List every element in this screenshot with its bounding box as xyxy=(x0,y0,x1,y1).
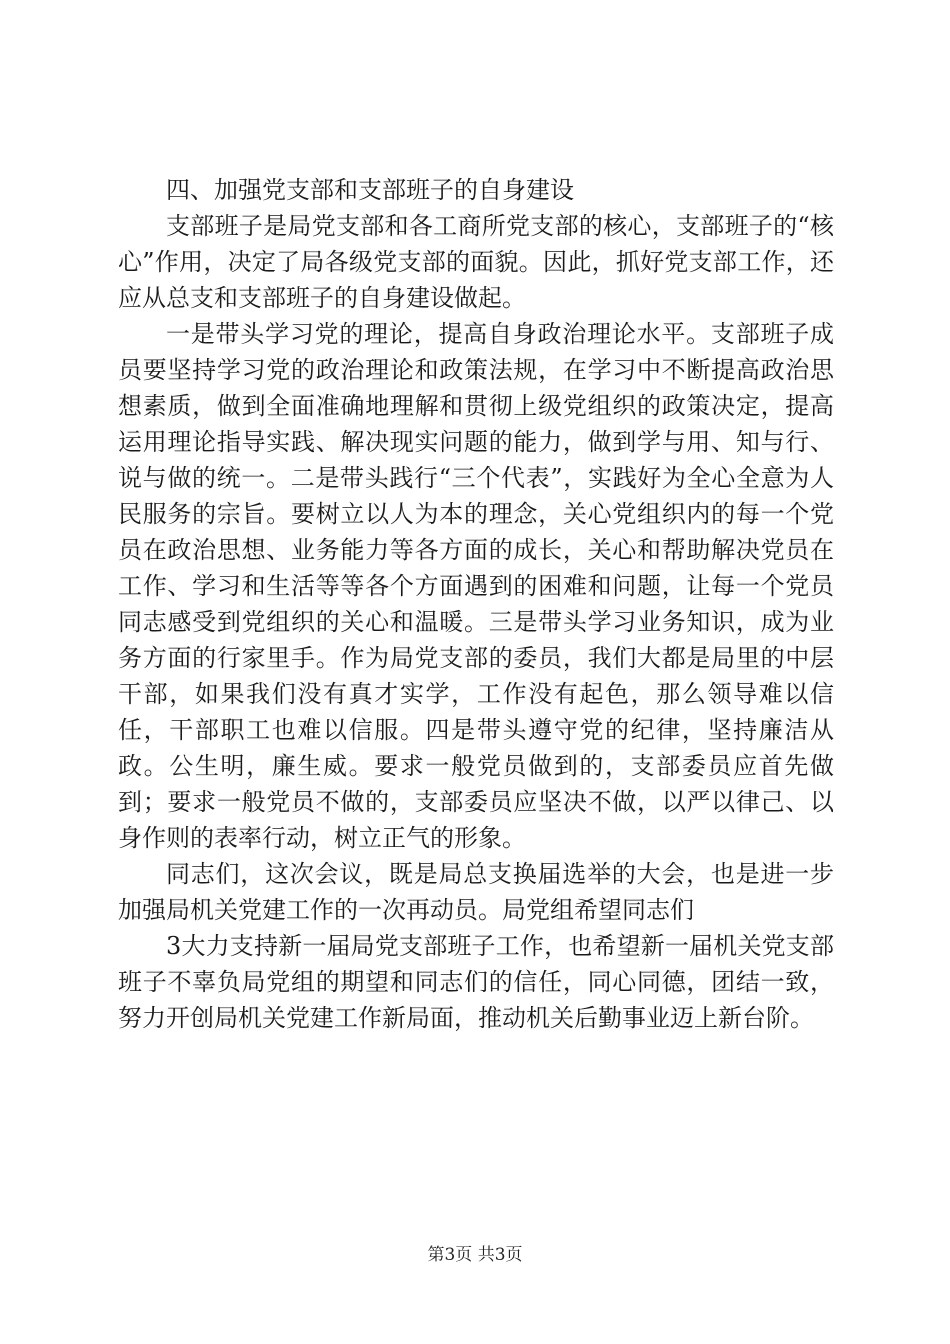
page-total: 共3页 xyxy=(477,1245,523,1265)
paragraph-closing-remarks: 同志们，这次会议，既是局总支换届选举的大会，也是进一步加强局机关党建工作的一次再动员。局党组希望同志们 xyxy=(118,860,834,924)
paragraph-four-leads: 一是带头学习党的理论，提高自身政治理论水平。支部班子成员要坚持学习党的政治理论和政策法规，在学习中不断提高政治思想素质，做到全面准确地理解和贯彻上级党组织的政策决定，提高运用理论指导实践、解决现实问题的能力，做到学与用、知与行、说与做的统一。二是带头践行“三个代表”，实践好为全心全意为人民服务的宗旨。要树立以人为本的理念，关心党组织内的每一个党员在政治思想、业务能力等各方面的成长，关心和帮助解决党员在工作、学习和生活等等各个方面遇到的困难和问题，让每一个党员同志感受到党组织的关心和温暖。三是带头学习业务知识，成为业务方面的行家里手。作为局党支部的委员，我们大都是局里的中层干部，如果我们没有真才实学，工作没有起色，那么领导难以信任，干部职工也难以信服。四是带头遵守党的纪律，坚持廉洁从政。公生明，廉生威。要求一般党员做到的，支部委员应首先做到；要求一般党员不做的，支部委员应坚决不做，以严以律己、以身作则的表率行动，树立正气的形象。 xyxy=(118,320,834,852)
page-footer xyxy=(0,1244,950,1266)
paragraph-core-role: 支部班子是局党支部和各工商所党支部的核心，支部班子的“核心”作用，决定了局各级党支部的面貌。因此，抓好党支部工作，还应从总支和支部班子的自身建设做起。 xyxy=(118,212,834,312)
page-number: 第3页 xyxy=(427,1245,473,1265)
section-heading: 四、加强党支部和支部班子的自身建设 xyxy=(166,176,574,204)
paragraph-closing-hopes: 3大力支持新一届局党支部班子工作，也希望新一届机关党支部班子不辜负局党组的期望和同志们的信任，同心同德，团结一致，努力开创局机关党建工作新局面，推动机关后勤事业迈上新台阶。 xyxy=(118,932,834,1032)
document-body xyxy=(118,172,834,1036)
